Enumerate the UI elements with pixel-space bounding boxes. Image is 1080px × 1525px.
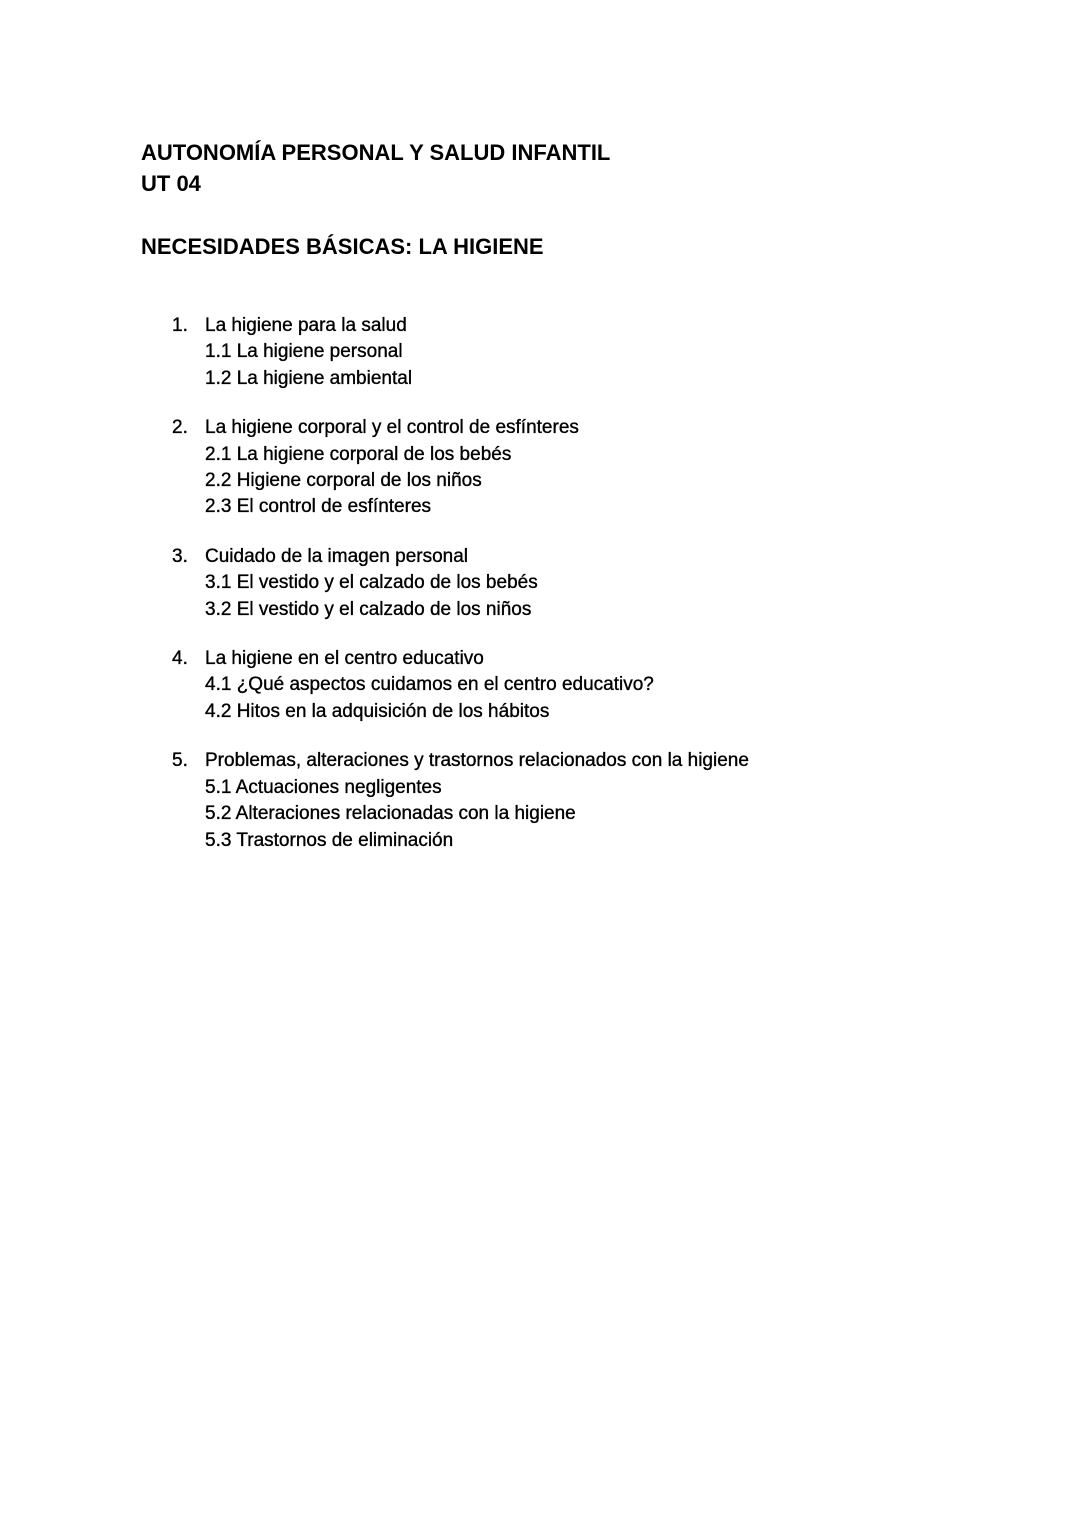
subsection-item: 4.1 ¿Qué aspectos cuidamos en el centro educativo? xyxy=(205,674,654,696)
unit-heading: UT 04 xyxy=(141,171,201,196)
subsection-item: 2.1 La higiene corporal de los bebés xyxy=(205,443,512,465)
subsection-item: 3.1 El vestido y el calzado de los bebés xyxy=(205,572,538,594)
section-heading xyxy=(172,415,1012,441)
subsection-item: 2.2 Higiene corporal de los niños xyxy=(205,470,482,492)
toc-section-4 xyxy=(172,646,1012,725)
subject-heading: AUTONOMÍA PERSONAL Y SALUD INFANTIL xyxy=(141,140,611,165)
subsection-item: 1.1 La higiene personal xyxy=(205,341,403,363)
subsection-item: 5.2 Alteraciones relacionadas con la higiene xyxy=(205,803,576,825)
section-number: 5. xyxy=(172,750,188,772)
subsection-item: 1.2 La higiene ambiental xyxy=(205,367,413,389)
section-heading xyxy=(172,646,1012,672)
table-of-contents xyxy=(172,313,1012,877)
section-heading xyxy=(172,544,1012,570)
toc-section-2 xyxy=(172,415,1012,521)
section-number: 1. xyxy=(172,315,188,336)
section-label: La higiene en el centro educativo xyxy=(205,648,484,670)
section-number: 3. xyxy=(172,545,188,567)
section-number: 2. xyxy=(172,417,188,439)
toc-section-3 xyxy=(172,544,1012,623)
section-label: La higiene para la salud xyxy=(205,315,407,336)
document-header xyxy=(141,137,610,199)
section-label: Problemas, alteraciones y trastornos relacionados con la higiene xyxy=(205,750,749,772)
page-title: NECESIDADES BÁSICAS: LA HIGIENE xyxy=(141,234,544,259)
section-heading xyxy=(172,313,1012,339)
toc-section-1 xyxy=(172,313,1012,392)
section-label: Cuidado de la imagen personal xyxy=(205,545,469,567)
section-heading xyxy=(172,748,1012,774)
subsection-item: 5.1 Actuaciones negligentes xyxy=(205,776,442,798)
subsection-item: 3.2 El vestido y el calzado de los niños xyxy=(205,598,532,620)
section-number: 4. xyxy=(172,648,188,670)
subsection-item: 5.3 Trastornos de eliminación xyxy=(205,829,454,851)
toc-section-5 xyxy=(172,748,1012,854)
subsection-item: 4.2 Hitos en la adquisición de los hábitos xyxy=(205,700,550,722)
section-label: La higiene corporal y el control de esfínteres xyxy=(205,417,579,439)
subsection-item: 2.3 El control de esfínteres xyxy=(205,496,432,518)
